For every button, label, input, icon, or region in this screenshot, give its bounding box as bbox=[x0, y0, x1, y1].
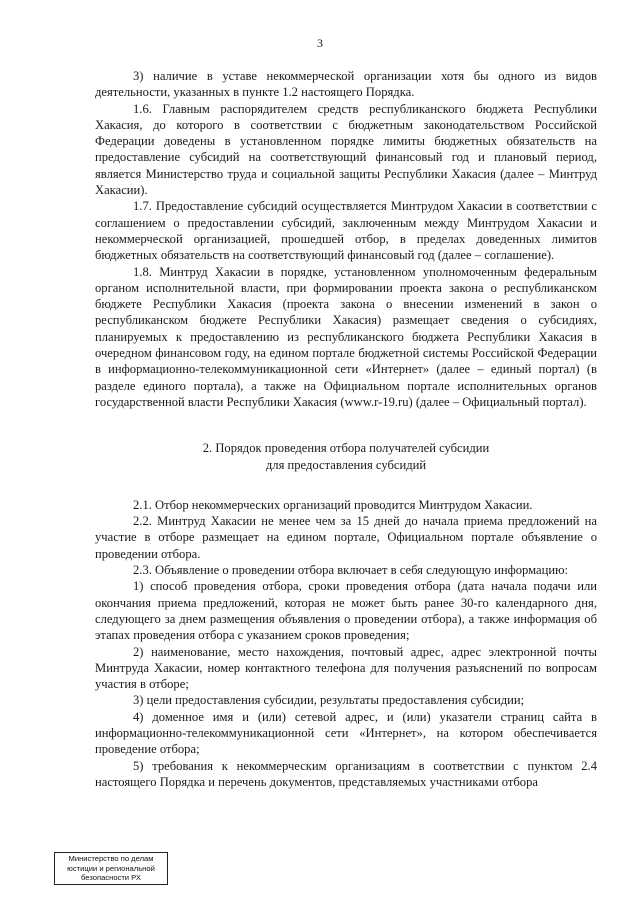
paragraph-2-3: 2.3. Объявление о проведении отбора включает в себя следующую информацию: bbox=[133, 563, 568, 578]
stamp-line-3: безопасности РХ bbox=[81, 873, 141, 882]
paragraph-2-3-item-3: 3) цели предоставления субсидии, результаты предоставления субсидии; bbox=[133, 693, 525, 708]
document-body bbox=[95, 68, 597, 790]
stamp-line-2: юстиции и региональной bbox=[67, 863, 155, 873]
paragraph-2-3-item-1: 1) способ проведения отбора, сроки проведения отбора (дата начала подачи или окончания приема предложений, которая не может быть ранее 30-го календарного дня, следующего за днем размещения объявления о проведении отбора), а также информация об этапах проведения отбора с указанием сроков проведения; bbox=[95, 579, 597, 643]
paragraph-1-5-item-3: 3) наличие в уставе некоммерческой организации хотя бы одного из видов деятельности, указанных в пункте 1.2 настоящего Порядка. bbox=[95, 69, 597, 100]
stamp-line-1: Министерство по делам bbox=[68, 854, 154, 863]
paragraph-2-1: 2.1. Отбор некоммерческих организаций проводится Минтрудом Хакасии. bbox=[133, 497, 533, 512]
paragraph-2-2: 2.2. Минтруд Хакасии не менее чем за 15 дней до начала приема предложений на участие в отборе размещает на едином портале, Официальном портале объявление о проведении отбора. bbox=[95, 514, 597, 561]
paragraph-2-3-item-4: 4) доменное имя и (или) сетевой адрес, и (или) указатели страниц сайта в информационно-телекоммуникационной сети «Интернет», на котором обеспечивается проведение отбора; bbox=[95, 709, 597, 757]
page-number: 3 bbox=[317, 36, 323, 50]
section-title-line-2: для предоставления субсидий bbox=[265, 457, 427, 472]
paragraph-1-8: 1.8. Минтруд Хакасии в порядке, установленном уполномоченным федеральным органом исполнительной власти, при формировании проекта закона о республиканском бюджете Республики Хакасия (проекта закона о внесении изменений в закон о республиканском бюджете Республики Хакасия) размещает сведения о субсидиях, планируемых к предоставлению из республиканского бюджета Республики Хакасия в очередном финансовом году, на едином портале бюджетной системы Российской Федерации в информационно-телекоммуникационной сети «Интернет» (далее – единый портал) (в разделе единого портала), а также на Официальном портале исполнительных органов государственной власти Республики Хакасия (www.r-19.ru) (далее – Официальный портал). bbox=[95, 264, 597, 409]
paragraph-2-3-item-2: 2) наименование, место нахождения, почтовый адрес, адрес электронной почты Минтруда Хакасии, номер контактного телефона для получения разъяснений по вопросам участия в отборе; bbox=[95, 644, 597, 692]
ministry-stamp bbox=[54, 852, 168, 885]
section-2-title bbox=[95, 440, 597, 473]
paragraph-2-3-item-5: 5) требования к некоммерческим организациям в соответствии с пунктом 2.4 настоящего Порядка и перечень документов, представляемых участниками отбора bbox=[95, 758, 597, 789]
section-title-line-1: 2. Порядок проведения отбора получателей субсидии bbox=[202, 441, 490, 456]
paragraph-1-7: 1.7. Предоставление субсидий осуществляется Минтрудом Хакасии в соответствии с соглашением о предоставлении субсидий, заключенным между Минтрудом Хакасии и некоммерческой организацией, прошедшей отбор, в пределах доведенных лимитов бюджетных обязательств на соответствующий финансовый год (далее – соглашение). bbox=[95, 199, 597, 263]
paragraph-1-6: 1.6. Главным распорядителем средств республиканского бюджета Республики Хакасия, до которого в соответствии с бюджетным законодательством Российской Федерации доведены в установленном порядке лимиты бюджетных обязательств на предоставление субсидий на соответствующий финансовый год и плановый период, является Министерство труда и социальной защиты Республики Хакасия (далее – Минтруд Хакасии). bbox=[95, 101, 597, 198]
